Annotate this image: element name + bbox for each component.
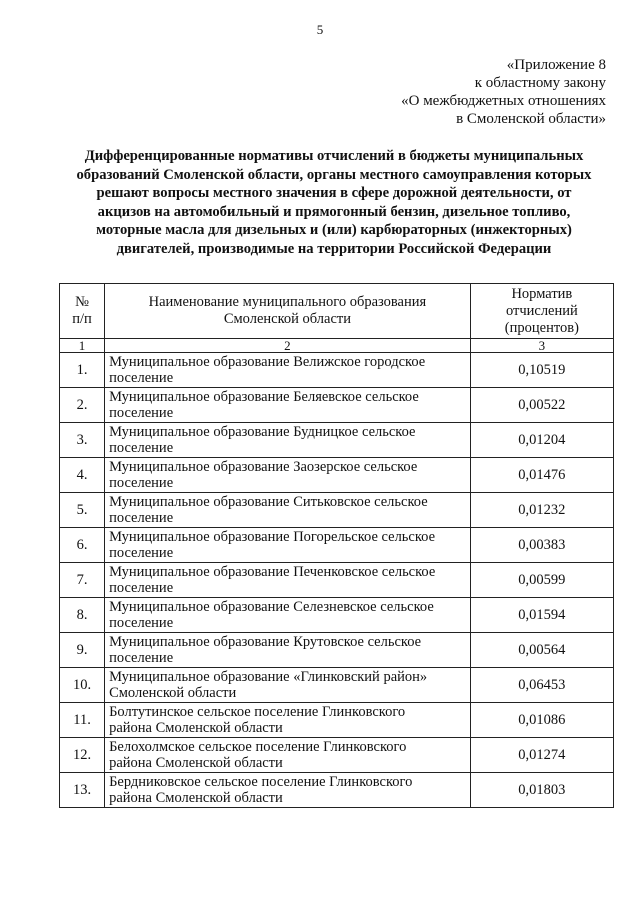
name-line: Муниципальное образование Ситьковское сельское	[109, 494, 428, 510]
normative-value: 0,06453	[470, 668, 613, 703]
row-number: 8.	[60, 598, 105, 633]
name-line: поселение	[109, 650, 174, 666]
header-text: отчислений	[505, 302, 578, 319]
normative-value: 0,01274	[470, 738, 613, 773]
name-line: Муниципальное образование Беляевское сельское	[109, 389, 419, 405]
municipality-name	[105, 563, 471, 598]
normative-value: 0,01086	[470, 703, 613, 738]
normative-value: 0,00522	[470, 388, 613, 423]
table-row	[60, 633, 614, 668]
row-number: 4.	[60, 458, 105, 493]
row-number: 2.	[60, 388, 105, 423]
name-line: Смоленской области	[109, 685, 237, 701]
header-normative	[470, 284, 613, 339]
municipality-name	[105, 388, 471, 423]
name-line: поселение	[109, 580, 174, 596]
normative-value: 0,01594	[470, 598, 613, 633]
table-row	[60, 598, 614, 633]
municipality-name	[105, 458, 471, 493]
municipality-name	[105, 528, 471, 563]
title-line: моторные масла для дизельных и (или) карбюраторных (инжекторных)	[96, 222, 572, 238]
municipality-name	[105, 423, 471, 458]
appendix-line: в Смоленской области»	[456, 111, 606, 127]
appendix-line: «Приложение 8	[506, 57, 606, 73]
name-line: поселение	[109, 405, 174, 421]
name-line: Муниципальное образование Печенковское сельское	[109, 564, 436, 580]
normative-value: 0,00564	[470, 633, 613, 668]
name-line: поселение	[109, 440, 174, 456]
table-row	[60, 703, 614, 738]
name-line: района Смоленской области	[109, 720, 283, 736]
appendix-line: к областному закону	[474, 75, 606, 91]
row-number: 9.	[60, 633, 105, 668]
row-number: 11.	[60, 703, 105, 738]
page-number: 5	[316, 22, 324, 37]
normative-value: 0,00599	[470, 563, 613, 598]
appendix-line: «О межбюджетных отношениях	[401, 93, 606, 109]
normative-value: 0,01803	[470, 773, 613, 808]
normative-value: 0,01204	[470, 423, 613, 458]
header-text: Смоленской области	[223, 311, 351, 327]
table-row	[60, 528, 614, 563]
header-text: Наименование муниципального образования	[148, 294, 427, 310]
name-line: поселение	[109, 370, 174, 386]
municipality-name	[105, 598, 471, 633]
header-text: Норматив	[511, 285, 573, 302]
normative-value: 0,10519	[470, 353, 613, 388]
column-number-row	[60, 339, 614, 353]
name-line: Белохолмское сельское поселение Глинковского	[109, 739, 407, 755]
title-line: акцизов на автомобильный и прямогонный бензин, дизельное топливо,	[97, 203, 571, 220]
title-line: образований Смоленской области, органы местного самоуправления которых	[76, 166, 592, 183]
header-text: (процентов)	[504, 319, 579, 336]
header-text: п/п	[72, 311, 92, 327]
table-row	[60, 738, 614, 773]
name-line: района Смоленской области	[109, 755, 283, 771]
row-number: 1.	[60, 353, 105, 388]
header-number	[60, 284, 105, 339]
name-line: Муниципальное образование Заозерское сельское	[109, 459, 418, 475]
column-number: 1	[60, 339, 105, 353]
name-line: поселение	[109, 545, 174, 561]
row-number: 5.	[60, 493, 105, 528]
table-row	[60, 423, 614, 458]
municipality-name	[105, 353, 471, 388]
municipality-name	[105, 668, 471, 703]
title-line: решают вопросы местного значения в сфере дорожной деятельности, от	[96, 185, 572, 201]
row-number: 7.	[60, 563, 105, 598]
normatives-table	[59, 283, 614, 808]
name-line: Муниципальное образование Погорельское сельское	[109, 529, 436, 545]
name-line: поселение	[109, 510, 174, 526]
municipality-name	[105, 493, 471, 528]
normative-value: 0,01232	[470, 493, 613, 528]
table-row	[60, 773, 614, 808]
column-number: 2	[105, 339, 471, 353]
header-name	[105, 284, 471, 339]
name-line: Муниципальное образование Велижское городское	[109, 354, 426, 370]
normative-value: 0,01476	[470, 458, 613, 493]
name-line: Бердниковское сельское поселение Глинковского	[109, 774, 413, 790]
name-line: поселение	[109, 475, 174, 491]
name-line: района Смоленской области	[109, 790, 283, 806]
row-number: 10.	[60, 668, 105, 703]
table-row	[60, 493, 614, 528]
table-row	[60, 353, 614, 388]
municipality-name	[105, 703, 471, 738]
normative-value: 0,00383	[470, 528, 613, 563]
table-row	[60, 388, 614, 423]
name-line: Муниципальное образование «Глинковский район»	[109, 669, 428, 685]
table-row	[60, 458, 614, 493]
name-line: Муниципальное образование Крутовское сельское	[109, 634, 422, 650]
title-line: двигателей, производимые на территории Российской Федерации	[116, 240, 552, 257]
municipality-name	[105, 773, 471, 808]
table-row	[60, 563, 614, 598]
name-line: поселение	[109, 615, 174, 631]
title-line: Дифференцированные нормативы отчислений в бюджеты муниципальных	[84, 148, 584, 164]
table-row	[60, 668, 614, 703]
name-line: Муниципальное образование Селезневское сельское	[109, 599, 434, 615]
column-number: 3	[470, 339, 613, 353]
document-title	[54, 147, 614, 258]
name-line: Муниципальное образование Будницкое сельское	[109, 424, 416, 440]
header-text: №	[75, 294, 89, 310]
appendix-note	[401, 56, 606, 128]
municipality-name	[105, 633, 471, 668]
name-line: Болтутинское сельское поселение Глинковского	[109, 704, 406, 720]
table-body	[60, 353, 614, 808]
row-number: 13.	[60, 773, 105, 808]
row-number: 3.	[60, 423, 105, 458]
row-number: 12.	[60, 738, 105, 773]
municipality-name	[105, 738, 471, 773]
row-number: 6.	[60, 528, 105, 563]
table-header-row	[60, 284, 614, 339]
